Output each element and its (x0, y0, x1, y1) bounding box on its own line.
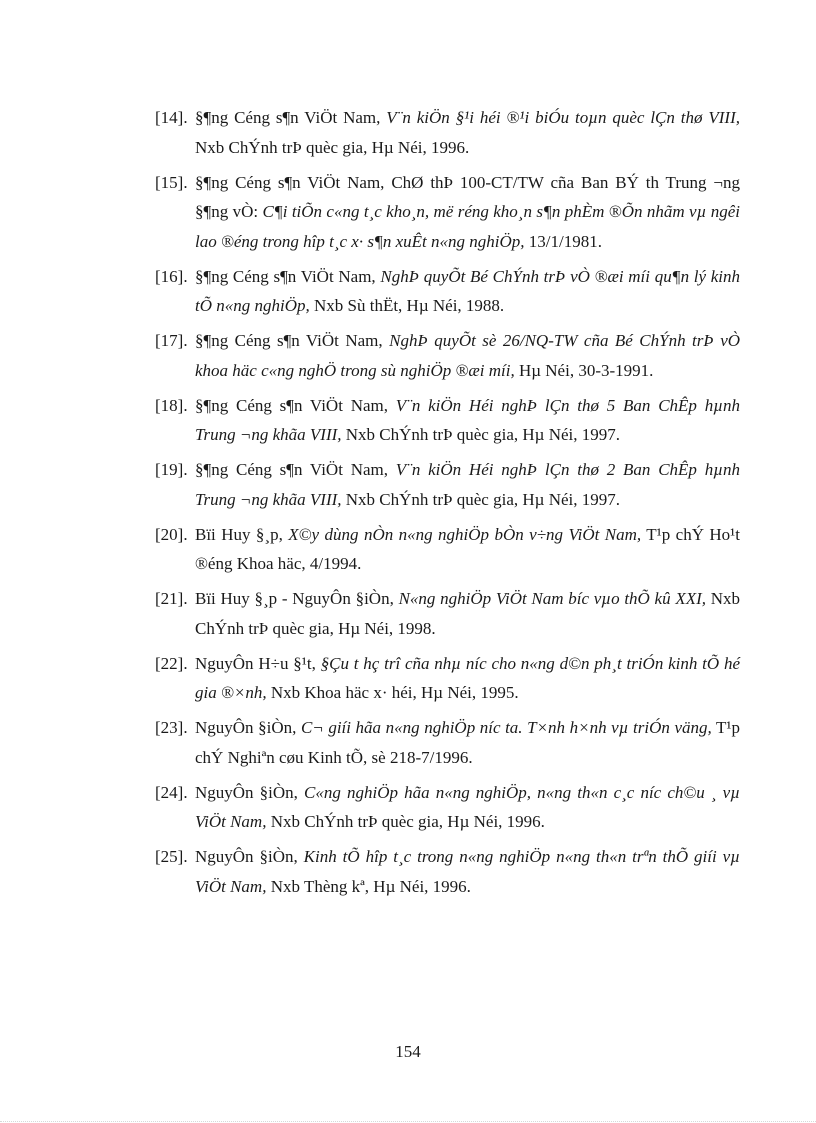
reference-publisher: T¹p chÝ Ho¹t ®éng Khoa häc, 4/1994. (195, 524, 740, 573)
reference-publisher: Nxb ChÝnh trÞ quèc gia, Hµ Néi, 1997. (345, 489, 620, 509)
reference-author: NguyÔn H÷u §¹t, (195, 653, 316, 673)
reference-text (195, 778, 740, 837)
reference-title: V¨n kiÖn Héi nghÞ lÇn thø 5 Ban ChÊp hµnh Trung ¬ng khãa VIII, (195, 395, 741, 444)
reference-item (155, 262, 740, 321)
reference-text (195, 520, 740, 579)
reference-item (155, 168, 740, 257)
reference-text (195, 842, 740, 901)
reference-text (195, 455, 740, 514)
reference-title: C¶i tiÕn c«ng t¸c kho¸n, më réng kho¸n s¶n phÈm ®Õn nhãm vµ ngêi lao ®éng trong hîp t¸c x· s¶n xuÊt n«ng nghiÖp, (195, 202, 741, 251)
reference-item (155, 778, 740, 837)
reference-number: [22]. (155, 653, 188, 673)
reference-publisher: Nxb ChÝnh trÞ quèc gia, Hµ Néi, 1998. (195, 589, 741, 638)
reference-number: [15]. (155, 172, 188, 192)
reference-number: [21]. (155, 589, 188, 608)
reference-publisher: T¹p chÝ Nghiªn cøu Kinh tÕ, sè 218-7/1996. (195, 718, 740, 767)
reference-author: §¶ng Céng s¶n ViÖt Nam, (195, 108, 381, 127)
reference-author: NguyÔn §iÒn, (195, 782, 298, 802)
reference-text (195, 713, 740, 772)
reference-item (155, 713, 740, 772)
page-edge (0, 1121, 816, 1122)
reference-item (155, 842, 740, 901)
reference-author: Bïi Huy §¸p, (195, 524, 283, 544)
reference-number: [17]. (155, 331, 188, 350)
reference-author: §¶ng Céng s¶n ViÖt Nam, (195, 395, 388, 415)
reference-publisher: Nxb ChÝnh trÞ quèc gia, Hµ Néi, 1996. (195, 137, 470, 157)
reference-item (155, 584, 740, 643)
reference-author: §¶ng Céng s¶n ViÖt Nam, (195, 331, 383, 350)
reference-publisher: Nxb Sù thËt, Hµ Néi, 1988. (314, 296, 505, 315)
reference-list (155, 103, 740, 907)
reference-text (195, 649, 740, 708)
reference-title: X©y dùng nÒn n«ng nghiÖp bÒn v÷ng ViÖt Nam, (288, 524, 642, 544)
reference-title: §Çu t hç trî cña nhµ níc cho n«ng d©n ph¸t triÓn kinh tÕ hé gia ®×nh, (195, 653, 741, 702)
reference-title: V¨n kiÖn Héi nghÞ lÇn thø 2 Ban ChÊp hµnh Trung ¬ng khãa VIII, (195, 460, 741, 509)
reference-number: [18]. (155, 395, 188, 415)
reference-text (195, 168, 740, 257)
reference-author: Bïi Huy §¸p - NguyÔn §iÒn, (195, 589, 394, 608)
page-number: 154 (395, 1042, 421, 1061)
reference-number: [25]. (155, 847, 188, 866)
reference-item (155, 520, 740, 579)
reference-item (155, 326, 740, 385)
reference-text (195, 391, 740, 450)
reference-title: C«ng nghiÖp hãa n«ng nghiÖp, n«ng th«n c¸c níc ch©u ¸ vµ ViÖt Nam, (195, 782, 741, 831)
reference-author: NguyÔn §iÒn, (195, 847, 298, 866)
reference-text (195, 262, 740, 321)
reference-author: §¶ng Céng s¶n ViÖt Nam, (195, 460, 388, 479)
reference-author: §¶ng Céng s¶n ViÖt Nam, ChØ thÞ 100-CT/TW cña Ban BÝ th Trung ¬ng §¶ng vÒ: (195, 172, 740, 221)
reference-title: N«ng nghiÖp ViÖt Nam bíc vµo thÕ kû XXI, (398, 589, 706, 608)
reference-publisher: Nxb Thèng kª, Hµ Néi, 1996. (270, 876, 471, 896)
reference-number: [14]. (155, 108, 188, 127)
reference-title: NghÞ quyÕt Bé ChÝnh trÞ vÒ ®æi míi qu¶n lý kinh tÕ n«ng nghiÖp, (195, 266, 741, 315)
reference-text (195, 584, 740, 643)
reference-publisher: Hµ Néi, 30-3-1991. (518, 360, 654, 380)
reference-title: Kinh tÕ hîp t¸c trong n«ng nghiÖp n«ng th«n trªn thÕ giíi vµ ViÖt Nam, (195, 847, 740, 896)
reference-author: §¶ng Céng s¶n ViÖt Nam, (195, 266, 376, 286)
reference-item (155, 391, 740, 450)
reference-author: NguyÔn §iÒn, (195, 718, 297, 737)
reference-item (155, 103, 740, 162)
reference-title: C¬ giíi hãa n«ng nghiÖp níc ta. T×nh h×nh vµ triÓn väng, (300, 718, 712, 737)
reference-publisher: Nxb Khoa häc x· héi, Hµ Néi, 1995. (270, 683, 519, 702)
reference-number: [19]. (155, 460, 188, 479)
reference-publisher: Nxb ChÝnh trÞ quèc gia, Hµ Néi, 1996. (270, 812, 545, 831)
reference-text (195, 103, 740, 162)
reference-number: [20]. (155, 524, 188, 544)
reference-item (155, 455, 740, 514)
reference-number: [24]. (155, 782, 188, 802)
reference-publisher: 13/1/1981. (528, 231, 602, 251)
reference-item (155, 649, 740, 708)
reference-title: V¨n kiÖn §¹i héi ®¹i biÓu toµn quèc lÇn thø VIII, (386, 108, 740, 127)
reference-publisher: Nxb ChÝnh trÞ quèc gia, Hµ Néi, 1997. (345, 425, 620, 444)
reference-number: [23]. (155, 718, 188, 737)
reference-number: [16]. (155, 266, 188, 286)
reference-text (195, 326, 740, 385)
reference-title: NghÞ quyÕt sè 26/NQ-TW cña Bé ChÝnh trÞ vÒ khoa häc c«ng nghÖ trong sù nghiÖp ®æi míi, (195, 331, 741, 380)
